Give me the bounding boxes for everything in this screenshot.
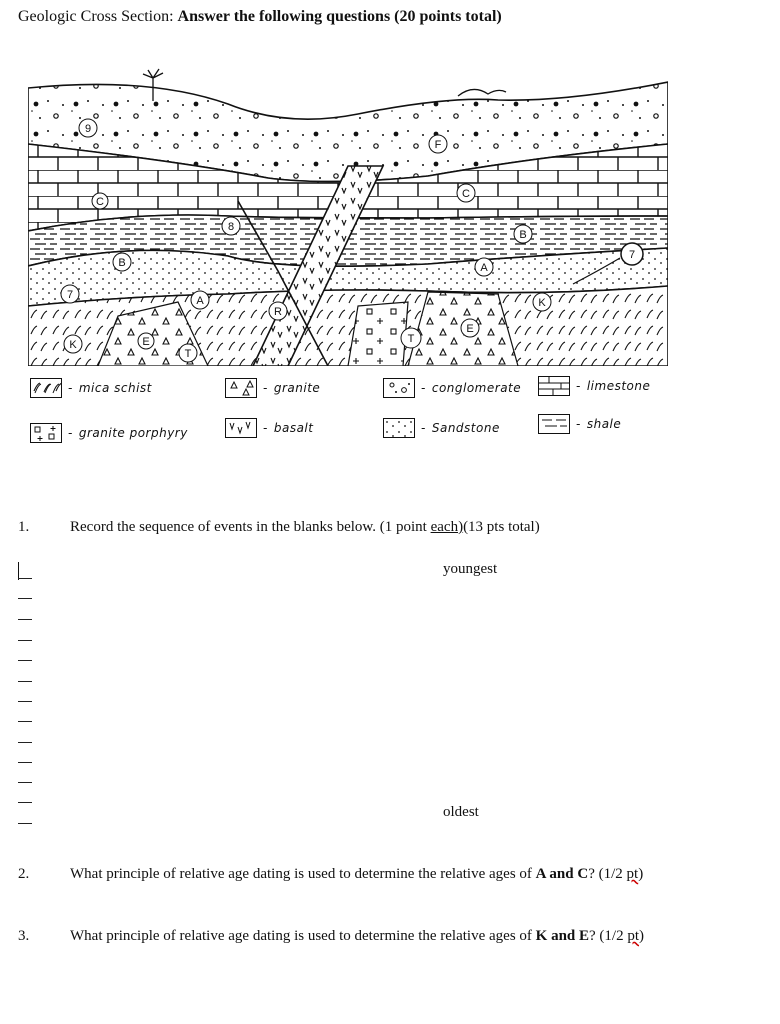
legend-basalt: - basalt bbox=[225, 418, 313, 438]
legend-shale: - shale bbox=[538, 414, 621, 434]
diagram-label: K bbox=[69, 339, 77, 351]
limestone-swatch bbox=[538, 376, 570, 396]
diagram-label: T bbox=[184, 348, 192, 360]
granite-porphyry-swatch bbox=[30, 423, 62, 443]
answer-blank[interactable] bbox=[18, 721, 32, 722]
answer-blank[interactable] bbox=[18, 660, 32, 661]
question-3-number: 3. bbox=[18, 928, 30, 944]
title-prefix: Geologic Cross Section: bbox=[18, 8, 174, 25]
legend-limestone: - limestone bbox=[538, 376, 650, 396]
answer-blank[interactable] bbox=[18, 681, 32, 682]
cross-section-diagram bbox=[28, 66, 668, 366]
diagram-label: C bbox=[96, 196, 104, 208]
diagram-label: 7 bbox=[628, 249, 636, 261]
diagram-label: 7 bbox=[66, 289, 74, 301]
shale-swatch bbox=[538, 414, 570, 434]
answer-blank[interactable] bbox=[18, 782, 32, 783]
mica-schist-swatch bbox=[30, 378, 62, 398]
granite-swatch bbox=[225, 378, 257, 398]
diagram-label: B bbox=[519, 229, 527, 241]
legend-label: granite bbox=[273, 381, 321, 395]
diagram-label: R bbox=[274, 306, 282, 318]
answer-blank[interactable] bbox=[18, 823, 32, 824]
legend-label: Sandstone bbox=[431, 421, 500, 435]
legend-granite: - granite bbox=[225, 378, 320, 398]
diagram-label: A bbox=[196, 295, 204, 307]
page-title bbox=[18, 8, 502, 26]
answer-blank[interactable] bbox=[18, 578, 32, 579]
answer-blank[interactable] bbox=[18, 640, 32, 641]
answer-blank[interactable] bbox=[18, 762, 32, 763]
legend-label: conglomerate bbox=[431, 381, 522, 395]
diagram-label: C bbox=[462, 188, 470, 200]
legend-label: basalt bbox=[273, 421, 314, 435]
question-3-text: What principle of relative age dating is used to determine the relative ages of K and E? (1/2 pt) bbox=[70, 928, 645, 944]
diagram-label: E bbox=[142, 336, 150, 348]
each-link: each) bbox=[430, 519, 464, 535]
diagram-label: F bbox=[434, 139, 442, 151]
answer-blank[interactable] bbox=[18, 742, 32, 743]
answer-blank[interactable] bbox=[18, 701, 32, 702]
youngest-label: youngest bbox=[443, 561, 498, 577]
diagram-label: A bbox=[480, 262, 488, 274]
legend-label: limestone bbox=[586, 379, 651, 393]
oldest-label: oldest bbox=[443, 804, 479, 820]
question-1-number: 1. bbox=[18, 519, 30, 535]
legend-label: granite porphyry bbox=[78, 426, 188, 440]
legend-conglomerate: - conglomerate bbox=[383, 378, 521, 398]
diagram-label: 8 bbox=[227, 221, 235, 233]
diagram-label: T bbox=[407, 333, 415, 345]
diagram-label: 9 bbox=[84, 123, 92, 135]
answer-blank[interactable] bbox=[18, 598, 32, 599]
diagram-label: B bbox=[118, 257, 126, 269]
legend-granite-porphyry: - granite porphyry bbox=[30, 423, 188, 443]
question-2-text: What principle of relative age dating is used to determine the relative ages of A and C? (1/2 pt) bbox=[70, 866, 644, 882]
answer-blank[interactable] bbox=[18, 802, 32, 803]
diagram-label: E bbox=[466, 323, 474, 335]
conglomerate-swatch bbox=[383, 378, 415, 398]
legend-label: shale bbox=[586, 417, 622, 431]
sandstone-swatch bbox=[383, 418, 415, 438]
legend-sandstone: - Sandstone bbox=[383, 418, 500, 438]
answer-blank[interactable] bbox=[18, 619, 32, 620]
question-1-text: Record the sequence of events in the blanks below. (1 point each)(13 pts total) bbox=[70, 519, 540, 535]
legend-label: mica schist bbox=[78, 381, 152, 395]
basalt-swatch bbox=[225, 418, 257, 438]
legend-mica-schist: - mica schist bbox=[30, 378, 152, 398]
title-instruction: Answer the following questions (20 points total) bbox=[177, 8, 502, 25]
diagram-label: K bbox=[538, 297, 546, 309]
question-2-number: 2. bbox=[18, 866, 30, 882]
